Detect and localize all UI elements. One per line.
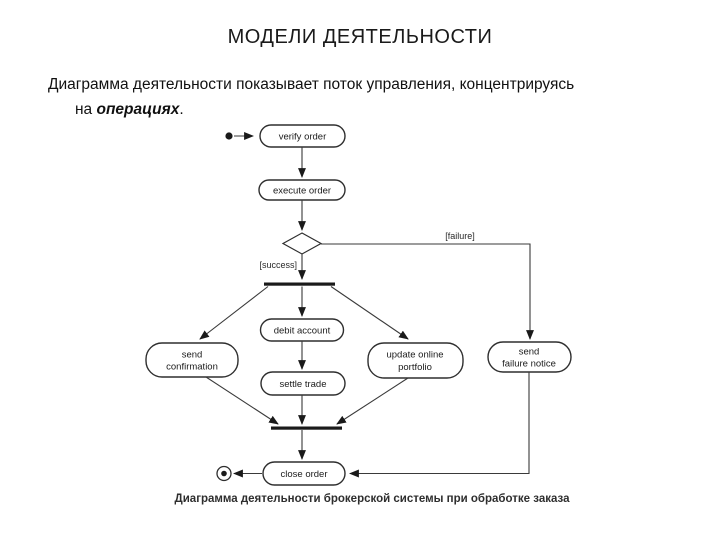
decision-diamond-icon [283,233,321,254]
join-bar-icon [271,427,342,430]
intro-emphasis: операциях [96,101,180,118]
node-send-failure-notice-label-line2: failure notice [502,358,556,370]
edge-failure-notice-to-close [350,372,529,474]
node-execute-order-label: execute order [272,185,332,197]
edge-portfolio-to-join [337,378,408,424]
node-verify-order-label: verify order [278,131,327,143]
page-title: МОДЕЛИ ДЕЯТЕЛЬНОСТИ [227,26,493,48]
node-close-order-label: close order [280,469,328,480]
node-send-confirmation [146,343,238,377]
fork-bar-icon [264,283,335,286]
node-send-confirmation-label-line2: confirmation [166,361,218,373]
node-close-order [263,462,345,485]
final-node-icon [217,467,231,481]
node-update-online-portfolio-label-line1: update online [386,349,444,361]
node-settle-trade [261,372,345,395]
node-settle-trade-label: settle trade [279,379,327,390]
node-send-failure-notice [488,342,571,372]
diagram-caption: Диаграмма деятельности брокерской системы при обработке заказа [174,493,570,505]
node-update-online-portfolio-label-line2: portfolio [398,362,432,373]
edge-decision-to-failure-notice [321,244,530,339]
intro-line2-prefix: на [75,101,97,118]
intro-text [48,72,688,122]
activity-diagram [0,118,720,493]
edge-fork-to-confirmation [200,287,268,340]
guard-failure-label: [failure] [445,231,475,241]
initial-node-icon [225,132,232,139]
intro-line1: Диаграмма деятельности показывает поток управления, концентрируясь [48,76,575,93]
intro-period: . [179,101,184,118]
node-execute-order [259,180,345,200]
node-debit-account-label: debit account [273,325,331,337]
node-debit-account [261,319,344,341]
node-verify-order [260,125,345,147]
guard-success-label: [success] [259,260,297,270]
node-update-online-portfolio [368,343,463,378]
node-send-confirmation-label-line1: send [181,349,203,361]
node-send-failure-notice-label-line1: send [518,346,540,358]
